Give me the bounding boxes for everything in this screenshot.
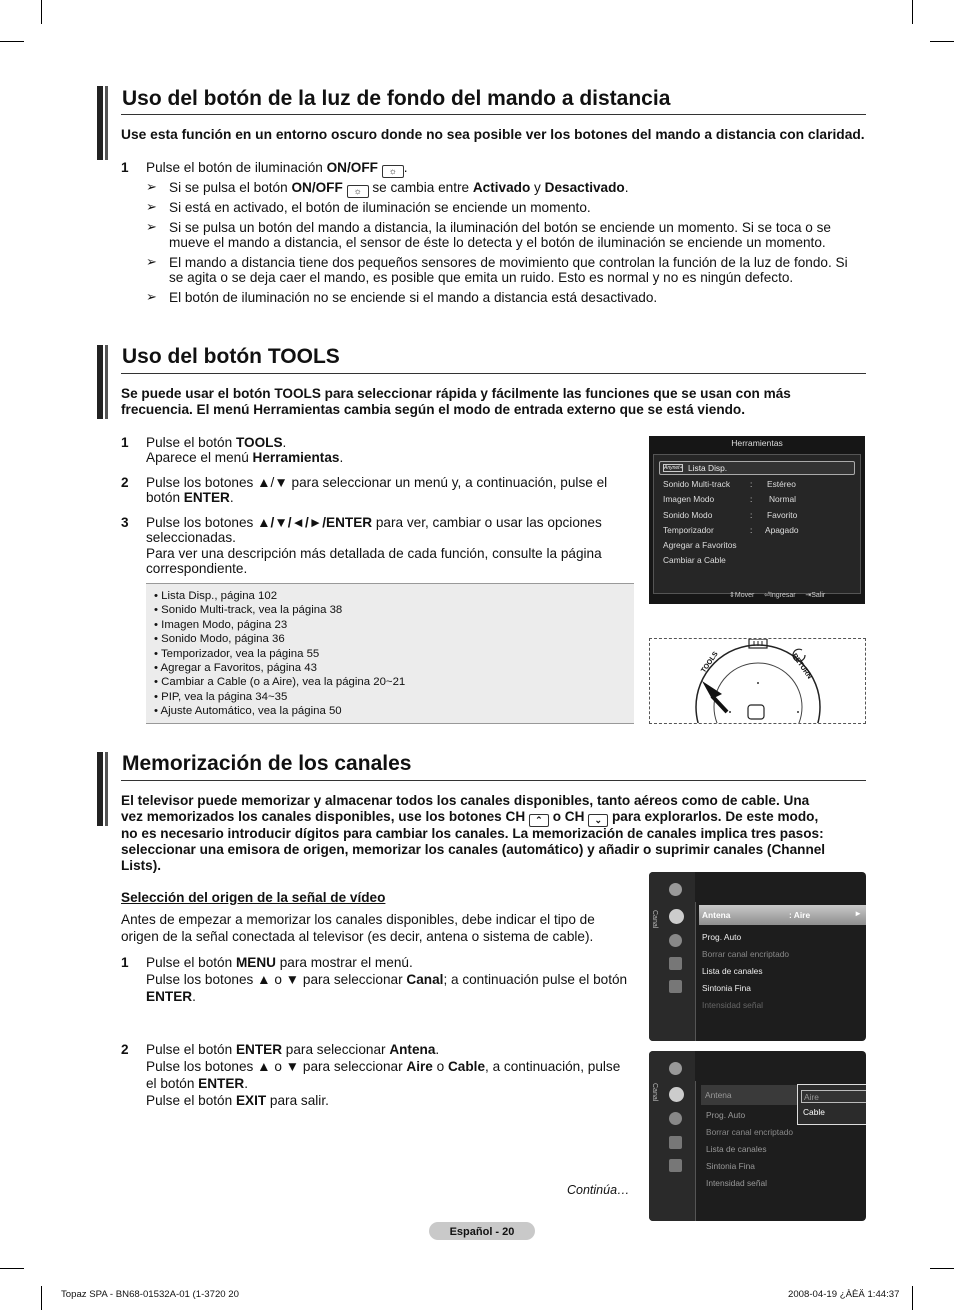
step-text-part: para salir. (266, 1093, 329, 1108)
section-bar (97, 86, 103, 160)
step-text: correspondiente. (146, 561, 248, 576)
reference-item: • Imagen Modo, página 23 (154, 618, 288, 631)
crop-mark (0, 1268, 24, 1269)
reference-item: • Sonido Modo, página 36 (154, 633, 285, 646)
tools-menu-row[interactable]: Agregar a Favoritos (663, 540, 737, 550)
value-off: Desactivado (544, 180, 625, 195)
section-bar (105, 752, 108, 826)
key-name: TOOLS (235, 435, 283, 450)
reference-items (154, 589, 405, 719)
note-part: . (624, 180, 629, 195)
menu-item[interactable]: Lista de canales (706, 1144, 767, 1154)
light-key-icon: ☼ (382, 165, 404, 178)
ch-down-icon: ⌄ (588, 814, 608, 827)
sidebar-label: Canal (651, 1083, 658, 1102)
row-sep: : (750, 525, 753, 535)
crop-mark (0, 41, 24, 42)
step-text (146, 1059, 620, 1075)
intro-part: vez memorizados los canales disponibles, use los botones CH (121, 809, 526, 824)
note-text: mueve el mando a distancia, el sensor de éste lo detecta y el botón de iluminación se enciende un momento. (169, 235, 826, 250)
subheading: Selección del origen de la señal de vídeo (121, 890, 386, 905)
option-aire[interactable] (801, 1090, 866, 1103)
section-bar (97, 752, 103, 826)
row-sep: : (750, 479, 753, 489)
key-name: MENU (235, 955, 276, 970)
input-icon (669, 957, 682, 970)
row-sep: : (750, 494, 753, 504)
tools-menu-row[interactable] (663, 510, 853, 520)
menu-item[interactable]: Borrar canal encriptado (702, 949, 790, 959)
reference-item: • Ajuste Automático, vea la página 50 (154, 705, 342, 718)
page-badge (429, 1222, 535, 1240)
menu-sidebar (649, 872, 695, 1041)
option-popup (797, 1084, 866, 1125)
step-text-part: Aparece el menú (146, 450, 253, 465)
channel-menu-screenshot-2 (649, 1051, 866, 1221)
step-text-part: Pulse los botones ▲ o ▼ para seleccionar (146, 972, 407, 987)
step-text: Para ver una descripción más detallada de cada función, consulte la página (146, 546, 602, 561)
intro-part: o CH (552, 809, 585, 824)
menu-name: Antena (389, 1042, 436, 1057)
step-text-part: para mostrar el menú. (275, 955, 413, 970)
section-title: Uso del botón TOOLS (122, 345, 340, 368)
step-text-part: . (282, 435, 287, 450)
key-name: ON/OFF (326, 160, 378, 175)
menu-item[interactable]: Sintonia Fina (702, 983, 751, 993)
option-label: Aire (804, 1092, 819, 1102)
intro-part: para explorarlos. De este modo, (612, 809, 819, 824)
section-bar (97, 345, 103, 419)
step-text-part: o (432, 1059, 448, 1074)
note-text: se agita o se deja caer el mando, es posible que emita un ruido. Esto es normal y no es ningún defecto. (169, 270, 794, 285)
section-intro: seleccionar una emisora de origen, memorizar los canales (automático) y añadir o suprimir canales (Channel (121, 842, 826, 857)
footer-enter: Ingresar (769, 592, 796, 599)
key-name: ENTER (183, 490, 230, 505)
key-name: ▲/▼/◄/►/ENTER (257, 515, 373, 530)
note-part: Si se pulsa el botón (169, 180, 292, 195)
step-text: seleccionadas. (146, 530, 236, 545)
move-icon: ⇕ (729, 592, 735, 599)
crop-mark (930, 41, 954, 42)
row-label: Temporizador (663, 525, 714, 535)
step-text: Pulse los botones ▲/▼ para seleccionar un menú y, a continuación, pulse el (146, 475, 608, 490)
footer-right: 2008-04-19 ¿ÀÈÄ 1:44:37 (788, 1289, 900, 1300)
section-title: Uso del botón de la luz de fondo del mando a distancia (122, 87, 671, 110)
arrow-icon: ➢ (146, 179, 157, 194)
tools-menu-row[interactable] (663, 479, 853, 489)
note-text: Si está en activado, el botón de iluminación se enciende un momento. (169, 200, 591, 215)
option-label: Cable (803, 1107, 825, 1117)
row-label: Antena (705, 1090, 732, 1100)
footer-move: Mover (734, 592, 755, 599)
note-text: El botón de iluminación no se enciende si el mando a distancia está desactivado. (169, 290, 658, 305)
menu-divider (695, 1081, 696, 1221)
input-icon (669, 1136, 682, 1149)
crop-mark (41, 1286, 42, 1310)
arrow-icon: ➢ (146, 219, 157, 234)
chevron-right-icon: ► (854, 909, 862, 918)
section-title: Memorización de los canales (122, 752, 412, 775)
section-intro: no es necesario introducir dígitos para cambiar los canales. La memorización de canales implica tres pasos: (121, 826, 824, 841)
step-text-part: Pulse el botón (146, 1042, 236, 1057)
option-cable[interactable] (801, 1106, 866, 1119)
step-text-part: ; a continuación pulse el botón (443, 972, 628, 987)
tools-menu-selected[interactable] (659, 461, 855, 475)
section-header-backlight (97, 86, 866, 160)
step-text-part: Pulse el botón (146, 955, 236, 970)
setup-icon (669, 1112, 682, 1125)
channel-icon (669, 1087, 684, 1102)
section-intro: Se puede usar el botón TOOLS para seleccionar rápida y fácilmente las funciones que se usan con más (121, 386, 791, 401)
menu-item[interactable]: Sintonia Fina (706, 1161, 755, 1171)
step-text-part: . (244, 1076, 249, 1091)
remote-drawing (650, 639, 866, 724)
setup-icon (669, 934, 682, 947)
option-name: Aire (406, 1059, 433, 1074)
step-text-part: . (192, 989, 196, 1004)
section-rule (121, 114, 866, 115)
step-number: 1 (121, 435, 129, 450)
page-number: Español - 20 (449, 1226, 515, 1238)
footer-left: Topaz SPA - BN68-01532A-01 (1-3720 20 (61, 1289, 239, 1300)
section-bar (105, 345, 108, 419)
step-text-part: . (435, 1042, 440, 1057)
section-intro (121, 809, 818, 827)
row-label: Sonido Multi-track (663, 479, 731, 489)
key-name: ENTER (235, 1042, 283, 1057)
step-text-part: Pulse el botón de iluminación (146, 160, 327, 175)
arrow-icon: ➢ (146, 289, 157, 304)
key-name: ON/OFF (291, 180, 343, 195)
note-text: Si se pulsa un botón del mando a distancia, la iluminación del botón se enciende un momento. Si se toca o se (169, 220, 831, 235)
reference-item: • Temporizador, vea la página 55 (154, 647, 320, 660)
tools-menu-row[interactable] (663, 494, 853, 504)
tools-menu-screenshot (649, 436, 865, 604)
crop-mark (912, 0, 913, 24)
row-value: : Aire (789, 910, 811, 920)
step-text-part: Pulse el botón (146, 1093, 236, 1108)
reference-item: • PIP, vea la página 34~35 (154, 690, 288, 703)
step-text (146, 972, 627, 988)
menu-name: Herramientas (252, 450, 340, 465)
crop-mark (912, 1286, 913, 1310)
arrow-icon: ➢ (146, 254, 157, 269)
tools-menu-item: Lista Disp. (688, 463, 728, 473)
step-text (146, 515, 602, 531)
row-label: Antena (702, 910, 731, 920)
row-value: Apagado (765, 525, 799, 535)
channel-menu-screenshot-1 (649, 872, 866, 1041)
section-rule (121, 373, 866, 374)
application-icon (669, 980, 682, 993)
note-part: y (530, 180, 545, 195)
reference-item: • Agregar a Favoritos, página 43 (154, 662, 317, 675)
step-text (146, 160, 408, 178)
menu-sidebar (649, 1051, 695, 1221)
reference-item: • Lista Disp., página 102 (154, 590, 278, 602)
key-name: ENTER (198, 1076, 245, 1091)
anynet-icon: Anynet+ (664, 465, 683, 471)
footer-exit: Salir (811, 592, 826, 599)
step-text-part: para seleccionar (282, 1042, 390, 1057)
step-text-part: Pulse los botones ▲ o ▼ para seleccionar (146, 1059, 407, 1074)
picture-icon (669, 883, 682, 896)
remote-illustration (649, 638, 866, 724)
reference-item: • Sonido Multi-track, vea la página 38 (154, 604, 343, 617)
channel-icon (669, 909, 684, 924)
step-text-part: . (403, 160, 408, 175)
section-rule (121, 780, 866, 781)
row-sep: : (750, 510, 753, 520)
note-text (169, 180, 629, 198)
tools-menu-title: Herramientas (731, 438, 783, 448)
step-text-part: botón (146, 490, 184, 505)
step-text (146, 450, 343, 466)
note-text: El mando a distancia tiene dos pequeños sensores de movimiento que controlan la función de la luz de fondo. Si (169, 255, 848, 270)
step-text (146, 490, 234, 506)
step-text-part: para ver, cambiar o usar las opciones (372, 515, 602, 530)
tools-label: TOOLS (700, 650, 720, 675)
application-icon (669, 1159, 682, 1172)
paragraph: origen de la señal conectada al televisor (es decir, antena o sistema de cable). (121, 929, 594, 944)
row-value: Estéreo (767, 479, 796, 489)
row-value: Favorito (767, 510, 798, 520)
step-text-part: Pulse los botones (146, 515, 258, 530)
menu-item[interactable]: Prog. Auto (702, 932, 742, 942)
reference-list (146, 583, 634, 724)
step-text (146, 435, 286, 451)
note-part: se cambia entre (368, 180, 473, 195)
option-name: Cable (447, 1059, 486, 1074)
crop-mark (41, 0, 42, 24)
sidebar-label: Canal (651, 910, 658, 929)
step-text-part: , a continuación, pulse (485, 1059, 621, 1074)
paragraph: Antes de empezar a memorizar los canales disponibles, debe indicar el tipo de (121, 912, 595, 927)
menu-item[interactable]: Prog. Auto (706, 1110, 746, 1120)
step-number: 1 (121, 160, 129, 175)
section-bar (105, 86, 108, 160)
step-number: 2 (121, 1042, 129, 1057)
step-text-part: . (339, 450, 344, 465)
step-text (146, 1076, 248, 1092)
light-key-icon: ☼ (347, 185, 369, 198)
tools-menu-panel (653, 454, 861, 594)
menu-item[interactable]: Intensidad señal (706, 1178, 767, 1188)
step-text-part: el botón (146, 1076, 199, 1091)
reference-item: • Cambiar a Cable (o a Aire), vea la página 20~21 (154, 676, 406, 689)
menu-divider (695, 902, 696, 1041)
step-text (146, 1042, 439, 1058)
crop-mark (930, 1268, 954, 1269)
row-label: Imagen Modo (663, 494, 715, 504)
section-intro: Use esta función en un entorno oscuro donde no sea posible ver los botones del mando a distancia con claridad. (121, 127, 865, 142)
step-text-part: Pulse el botón (146, 435, 236, 450)
arrow-icon: ➢ (146, 199, 157, 214)
tools-menu-row[interactable]: Cambiar a Cable (663, 555, 726, 565)
step-number: 3 (121, 515, 129, 530)
menu-item[interactable]: Intensidad señal (702, 1000, 763, 1010)
step-text (146, 989, 196, 1005)
step-text (146, 955, 413, 971)
menu-name: Canal (406, 972, 444, 987)
menu-item[interactable]: Lista de canales (702, 966, 763, 976)
section-intro: Lists). (121, 858, 162, 873)
value-on: Activado (472, 180, 531, 195)
section-intro: El televisor puede memorizar y almacenar todos los canales disponibles, tanto aéreos como de cable. Una (121, 793, 810, 808)
row-label: Sonido Modo (663, 510, 713, 520)
tools-menu-footer (729, 591, 825, 599)
enter-icon: ⏎ (764, 592, 770, 599)
return-label: RETURN (790, 652, 813, 681)
menu-selected-row[interactable] (699, 905, 866, 925)
continues-label: Continúa… (567, 1183, 630, 1197)
step-number: 2 (121, 475, 129, 490)
section-intro: frecuencia. El menú Herramientas cambia según el modo de entrada externo que se está viendo. (121, 402, 746, 417)
ch-up-icon: ⌃ (529, 814, 549, 827)
step-text (146, 1093, 329, 1109)
key-name: EXIT (235, 1093, 267, 1108)
step-text-part: . (229, 490, 234, 505)
tools-menu-row[interactable] (663, 525, 853, 535)
picture-icon (669, 1062, 682, 1075)
step-number: 1 (121, 955, 129, 970)
exit-icon: ⇥ (805, 592, 812, 599)
menu-item[interactable]: Borrar canal encriptado (706, 1127, 794, 1137)
row-value: Normal (769, 494, 796, 504)
key-name: ENTER (146, 989, 193, 1004)
